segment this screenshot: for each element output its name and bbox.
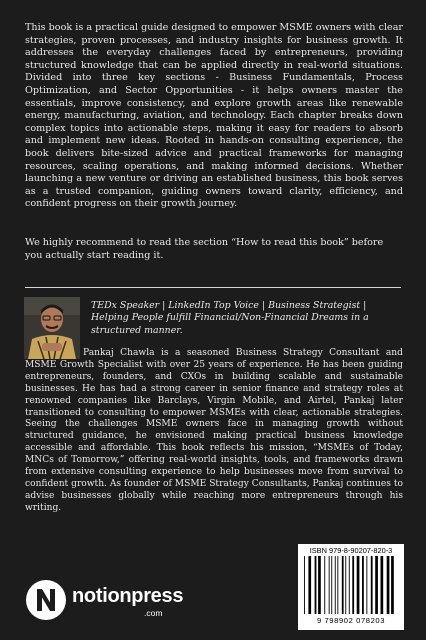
- author-bio: Pankaj Chawla is a seasoned Business Strategy Consultant and MSME Growth Specialist with over 25 years of experience. He has been guiding entrepreneurs, founders, and CXOs in building scalable and sustainable businesses. He has had a strong career in senior finance and strategy roles at renowned companies like Barclays, Virgin Mobile, and Airtel, Pankaj later transitioned to consulting to empower MSMEs with clear, actionable strategies. Seeing the challenges MSME owners face in managing growth without structured guidance, he envisioned making practical business knowledge accessible and affordable. This book reflects his mission, “MSMEs of Today, MNCs of Tomorrow,” offering real-world insights, tools, and frameworks drawn from extensive consulting experience to help businesses move from survival to confident growth. As founder of MSME Strategy Consultants, Pankaj continues to advise businesses globally while reaching more entrepreneurs through his writing.: [25, 348, 403, 513]
- isbn-label: ISBN 979-8-90207-820-3: [309, 546, 393, 555]
- author-tagline: TEDx Speaker | LinkedIn Top Voice | Business Strategist | Helping People fulfill Financial/Non-Financial Dreams in a structured manner.: [91, 300, 369, 336]
- isbn-barcode: [298, 544, 404, 630]
- section-divider: [25, 287, 401, 288]
- publisher-logo-icon: [26, 580, 66, 620]
- publisher-logo: [26, 577, 196, 625]
- barcode-number: 9 798902 078203: [316, 616, 386, 625]
- barcode-bars: [302, 556, 400, 616]
- publisher-name: notionpress: [72, 585, 184, 607]
- publisher-domain: .com: [144, 608, 163, 618]
- reading-recommendation: We highly recommend to read the section “How to read this book” before you actually start reading it.: [25, 237, 384, 261]
- book-description: This book is a practical guide designed to empower MSME owners with clear strategies, proven processes, and industry insights for business growth. It addresses the everyday challenges faced by entrepreneurs, providing structured knowledge that can be applied directly in real-world situations. Divided into three key sections - Business Fundamentals, Process Optimization, and Sector Opportunities - it helps owners master the essentials, improve consistency, and explore growth areas like renewable energy, manufacturing, aviation, and technology. Each chapter breaks down complex topics into actionable steps, making it easy for readers to absorb and implement new ideas. Rooted in hands-on consulting experience, the book delivers bite-sized advice and practical frameworks for managing resources, scaling operations, and making informed decisions. Whether launching a new venture or driving an established business, this book serves as a trusted companion, guiding owners toward clarity, efficiency, and confident progress on their growth journey.: [25, 22, 403, 210]
